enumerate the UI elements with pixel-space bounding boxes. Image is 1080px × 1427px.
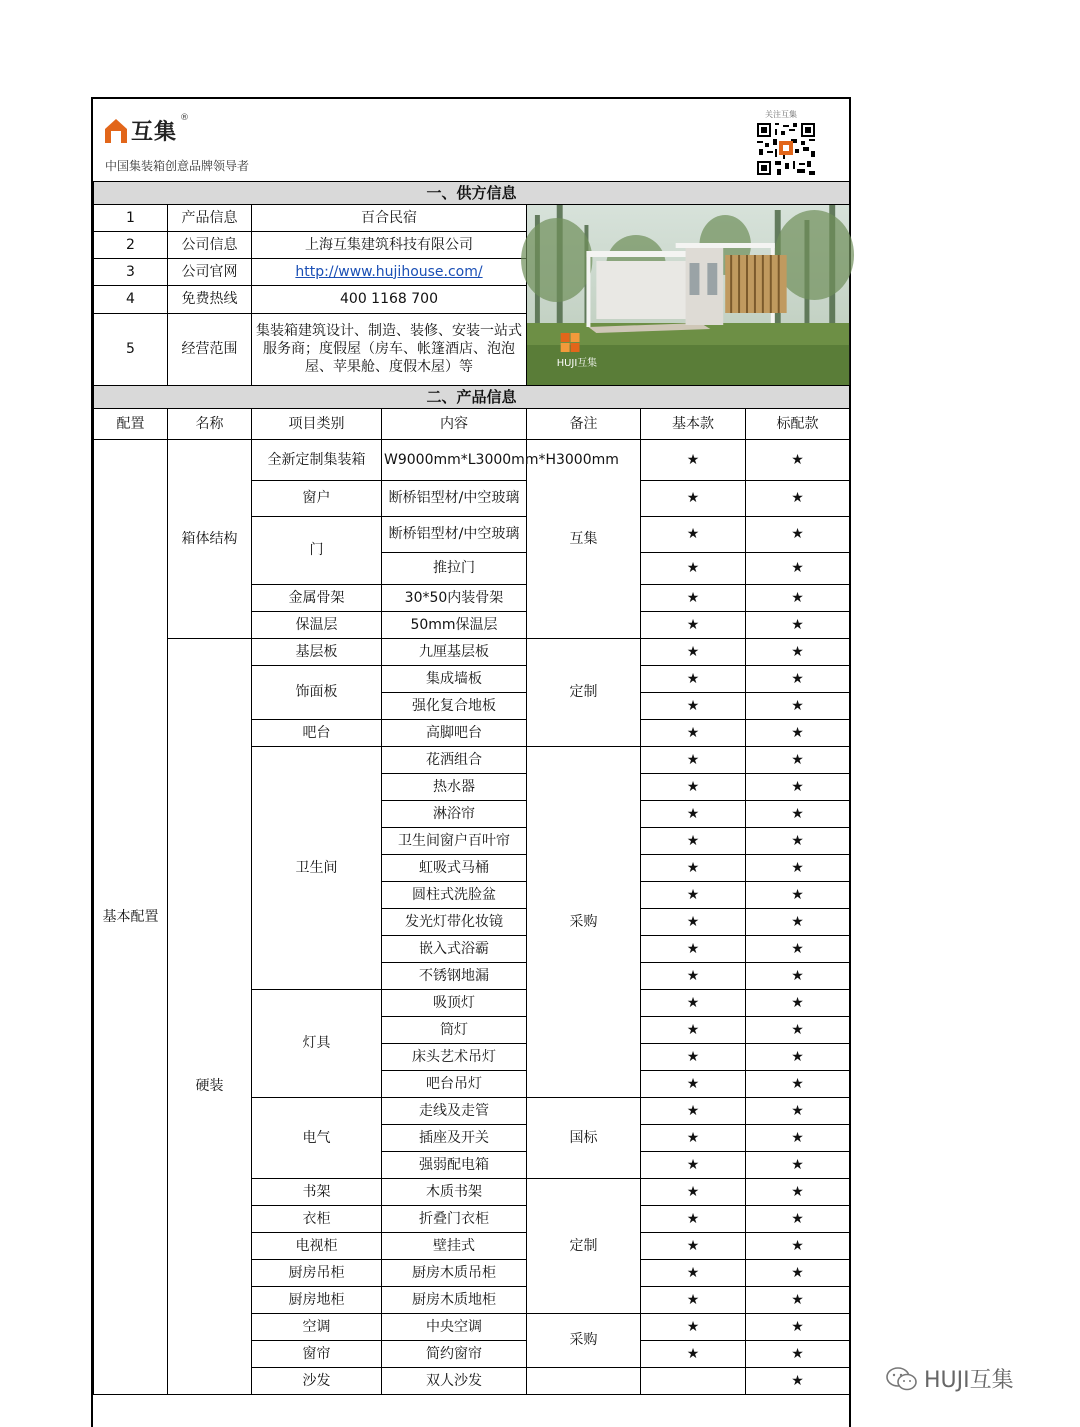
content-cell: 折叠门衣柜 bbox=[382, 1206, 527, 1233]
basic-mark-cell: ★ bbox=[641, 553, 746, 585]
table-row bbox=[94, 440, 850, 481]
basic-mark-cell: ★ bbox=[641, 774, 746, 801]
basic-mark-cell: ★ bbox=[641, 1287, 746, 1314]
basic-mark-cell: ★ bbox=[641, 828, 746, 855]
remark-cell: 国标 bbox=[527, 1098, 641, 1179]
standard-mark-cell: ★ bbox=[746, 440, 850, 481]
basic-mark-cell: ★ bbox=[641, 1044, 746, 1071]
standard-mark-cell: ★ bbox=[746, 774, 850, 801]
content-cell: 吸顶灯 bbox=[382, 990, 527, 1017]
row-number: 4 bbox=[94, 286, 168, 313]
category-cell: 窗户 bbox=[252, 481, 382, 517]
category-cell: 厨房吊柜 bbox=[252, 1260, 382, 1287]
content-cell: 淋浴帘 bbox=[382, 801, 527, 828]
content-cell: 走线及走管 bbox=[382, 1098, 527, 1125]
qr-label: 关注互集 bbox=[765, 110, 797, 119]
category-cell: 空调 bbox=[252, 1314, 382, 1341]
standard-mark-cell: ★ bbox=[746, 1152, 850, 1179]
standard-mark-cell: ★ bbox=[746, 517, 850, 553]
brand-header bbox=[93, 99, 849, 183]
standard-mark-cell: ★ bbox=[746, 481, 850, 517]
category-cell: 基层板 bbox=[252, 639, 382, 666]
category-cell: 吧台 bbox=[252, 720, 382, 747]
spec-sheet bbox=[91, 97, 851, 1427]
basic-mark-cell: ★ bbox=[641, 936, 746, 963]
brand-slogan: 中国集装箱创意品牌领导者 bbox=[105, 159, 250, 173]
info-value: 上海互集建筑科技有限公司 bbox=[252, 232, 527, 259]
standard-mark-cell: ★ bbox=[746, 693, 850, 720]
standard-mark-cell: ★ bbox=[746, 612, 850, 639]
standard-mark-cell: ★ bbox=[746, 585, 850, 612]
container-house-image bbox=[527, 205, 849, 385]
content-cell: 高脚吧台 bbox=[382, 720, 527, 747]
basic-mark-cell: ★ bbox=[641, 990, 746, 1017]
registered-mark: ® bbox=[180, 113, 189, 123]
remark-cell: 采购 bbox=[527, 747, 641, 1098]
category-cell: 门 bbox=[252, 517, 382, 585]
standard-mark-cell: ★ bbox=[746, 639, 850, 666]
standard-mark-cell: ★ bbox=[746, 666, 850, 693]
content-cell: 中央空调 bbox=[382, 1314, 527, 1341]
content-cell: 30*50内装骨架 bbox=[382, 585, 527, 612]
standard-mark-cell: ★ bbox=[746, 1179, 850, 1206]
basic-mark-cell: ★ bbox=[641, 963, 746, 990]
remark-cell: 采购 bbox=[527, 1314, 641, 1368]
basic-mark-cell: ★ bbox=[641, 440, 746, 481]
standard-mark-cell: ★ bbox=[746, 1098, 850, 1125]
content-cell: 圆柱式洗脸盆 bbox=[382, 882, 527, 909]
remark-cell bbox=[527, 1368, 641, 1395]
category-cell: 电气 bbox=[252, 1098, 382, 1179]
basic-mark-cell: ★ bbox=[641, 882, 746, 909]
info-label: 公司信息 bbox=[168, 232, 252, 259]
standard-mark-cell: ★ bbox=[746, 1260, 850, 1287]
photo-logo-text: HUJI互集 bbox=[556, 357, 598, 370]
basic-mark-cell: ★ bbox=[641, 1260, 746, 1287]
standard-mark-cell: ★ bbox=[746, 1071, 850, 1098]
basic-mark-cell: ★ bbox=[641, 612, 746, 639]
column-header: 名称 bbox=[168, 409, 252, 440]
content-cell: 断桥铝型材/中空玻璃 bbox=[382, 481, 527, 517]
logo-text: 互集 bbox=[131, 120, 178, 145]
product-section-title: 二、产品信息 bbox=[94, 386, 850, 409]
standard-mark-cell: ★ bbox=[746, 1368, 850, 1395]
remark-cell: 互集 bbox=[527, 440, 641, 639]
row-number: 3 bbox=[94, 259, 168, 286]
category-cell: 灯具 bbox=[252, 990, 382, 1098]
standard-mark-cell: ★ bbox=[746, 1314, 850, 1341]
category-cell: 电视柜 bbox=[252, 1233, 382, 1260]
content-cell: 筒灯 bbox=[382, 1017, 527, 1044]
category-cell: 保温层 bbox=[252, 612, 382, 639]
basic-mark-cell: ★ bbox=[641, 639, 746, 666]
standard-mark-cell: ★ bbox=[746, 801, 850, 828]
content-cell: 双人沙发 bbox=[382, 1368, 527, 1395]
spec-table bbox=[93, 181, 850, 1395]
content-cell: 集成墙板 bbox=[382, 666, 527, 693]
content-cell: 九厘基层板 bbox=[382, 639, 527, 666]
standard-mark-cell: ★ bbox=[746, 990, 850, 1017]
huji-logo-icon bbox=[105, 119, 127, 143]
basic-mark-cell: ★ bbox=[641, 693, 746, 720]
content-cell: 简约窗帘 bbox=[382, 1341, 527, 1368]
category-cell: 沙发 bbox=[252, 1368, 382, 1395]
table-row bbox=[94, 639, 850, 666]
standard-mark-cell: ★ bbox=[746, 1125, 850, 1152]
basic-mark-cell: ★ bbox=[641, 1071, 746, 1098]
supplier-section-title: 一、供方信息 bbox=[94, 182, 850, 205]
column-header: 备注 bbox=[527, 409, 641, 440]
info-value: 百合民宿 bbox=[252, 205, 527, 232]
website-link-cell bbox=[252, 259, 527, 286]
info-value: 400 1168 700 bbox=[252, 286, 527, 313]
content-cell: 不锈钢地漏 bbox=[382, 963, 527, 990]
basic-mark-cell: ★ bbox=[641, 1098, 746, 1125]
basic-mark-cell: ★ bbox=[641, 517, 746, 553]
content-cell: 吧台吊灯 bbox=[382, 1071, 527, 1098]
standard-mark-cell: ★ bbox=[746, 1341, 850, 1368]
basic-mark-cell: ★ bbox=[641, 909, 746, 936]
content-cell: 推拉门 bbox=[382, 553, 527, 585]
standard-mark-cell: ★ bbox=[746, 1017, 850, 1044]
standard-mark-cell: ★ bbox=[746, 828, 850, 855]
standard-mark-cell: ★ bbox=[746, 963, 850, 990]
content-cell: 花洒组合 bbox=[382, 747, 527, 774]
basic-mark-cell: ★ bbox=[641, 1017, 746, 1044]
standard-mark-cell: ★ bbox=[746, 1233, 850, 1260]
content-cell: W9000mm*L3000mm*H3000mm bbox=[382, 440, 527, 481]
row-number: 1 bbox=[94, 205, 168, 232]
content-cell: 发光灯带化妆镜 bbox=[382, 909, 527, 936]
info-label: 公司官网 bbox=[168, 259, 252, 286]
standard-mark-cell: ★ bbox=[746, 553, 850, 585]
category-cell: 厨房地柜 bbox=[252, 1287, 382, 1314]
basic-mark-cell: ★ bbox=[641, 1314, 746, 1341]
standard-mark-cell: ★ bbox=[746, 882, 850, 909]
basic-mark-cell: ★ bbox=[641, 1341, 746, 1368]
category-cell: 窗帘 bbox=[252, 1341, 382, 1368]
content-cell: 断桥铝型材/中空玻璃 bbox=[382, 517, 527, 553]
standard-mark-cell: ★ bbox=[746, 747, 850, 774]
content-cell: 强化复合地板 bbox=[382, 693, 527, 720]
column-header: 基本款 bbox=[641, 409, 746, 440]
basic-mark-cell: ★ bbox=[641, 1152, 746, 1179]
category-cell: 金属骨架 bbox=[252, 585, 382, 612]
category-cell: 全新定制集装箱 bbox=[252, 440, 382, 481]
wechat-icon bbox=[886, 1366, 918, 1392]
standard-mark-cell: ★ bbox=[746, 936, 850, 963]
info-value: 集装箱建筑设计、制造、装修、安装一站式服务商；度假屋（房车、帐篷酒店、泡泡屋、苹果舱、度假木屋）等 bbox=[252, 313, 527, 385]
basic-mark-cell: ★ bbox=[641, 855, 746, 882]
column-header: 内容 bbox=[382, 409, 527, 440]
website-link[interactable]: http://www.hujihouse.com/ bbox=[295, 263, 483, 280]
content-cell: 插座及开关 bbox=[382, 1125, 527, 1152]
basic-mark-cell: ★ bbox=[641, 585, 746, 612]
content-cell: 厨房木质地柜 bbox=[382, 1287, 527, 1314]
info-label: 产品信息 bbox=[168, 205, 252, 232]
basic-mark-cell: ★ bbox=[641, 1206, 746, 1233]
basic-mark-cell: ★ bbox=[641, 720, 746, 747]
basic-mark-cell: ★ bbox=[641, 1233, 746, 1260]
content-cell: 嵌入式浴霸 bbox=[382, 936, 527, 963]
content-cell: 强弱配电箱 bbox=[382, 1152, 527, 1179]
column-header: 项目类别 bbox=[252, 409, 382, 440]
watermark-text: HUJI互集 bbox=[924, 1368, 1014, 1393]
content-cell: 厨房木质吊柜 bbox=[382, 1260, 527, 1287]
info-label: 经营范围 bbox=[168, 313, 252, 385]
qr-code-icon bbox=[757, 123, 815, 175]
basic-mark-cell bbox=[641, 1368, 746, 1395]
category-cell: 卫生间 bbox=[252, 747, 382, 990]
basic-mark-cell: ★ bbox=[641, 1125, 746, 1152]
watermark bbox=[886, 1363, 1014, 1394]
product-photo bbox=[527, 205, 850, 386]
config-cell: 基本配置 bbox=[94, 440, 168, 1395]
standard-mark-cell: ★ bbox=[746, 909, 850, 936]
row-number: 5 bbox=[94, 313, 168, 385]
basic-mark-cell: ★ bbox=[641, 666, 746, 693]
content-cell: 床头艺术吊灯 bbox=[382, 1044, 527, 1071]
standard-mark-cell: ★ bbox=[746, 1044, 850, 1071]
category-cell: 书架 bbox=[252, 1179, 382, 1206]
category-cell: 饰面板 bbox=[252, 666, 382, 720]
info-label: 免费热线 bbox=[168, 286, 252, 313]
content-cell: 50mm保温层 bbox=[382, 612, 527, 639]
standard-mark-cell: ★ bbox=[746, 720, 850, 747]
remark-cell: 定制 bbox=[527, 1179, 641, 1314]
content-cell: 卫生间窗户百叶帘 bbox=[382, 828, 527, 855]
content-cell: 壁挂式 bbox=[382, 1233, 527, 1260]
column-header: 标配款 bbox=[746, 409, 850, 440]
standard-mark-cell: ★ bbox=[746, 1287, 850, 1314]
column-header: 配置 bbox=[94, 409, 168, 440]
group-cell: 箱体结构 bbox=[168, 440, 252, 639]
standard-mark-cell: ★ bbox=[746, 855, 850, 882]
basic-mark-cell: ★ bbox=[641, 801, 746, 828]
basic-mark-cell: ★ bbox=[641, 1179, 746, 1206]
group-cell: 硬装 bbox=[168, 639, 252, 1395]
row-number: 2 bbox=[94, 232, 168, 259]
basic-mark-cell: ★ bbox=[641, 481, 746, 517]
category-cell: 衣柜 bbox=[252, 1206, 382, 1233]
content-cell: 虹吸式马桶 bbox=[382, 855, 527, 882]
remark-cell: 定制 bbox=[527, 639, 641, 747]
standard-mark-cell: ★ bbox=[746, 1206, 850, 1233]
content-cell: 木质书架 bbox=[382, 1179, 527, 1206]
content-cell: 热水器 bbox=[382, 774, 527, 801]
basic-mark-cell: ★ bbox=[641, 747, 746, 774]
